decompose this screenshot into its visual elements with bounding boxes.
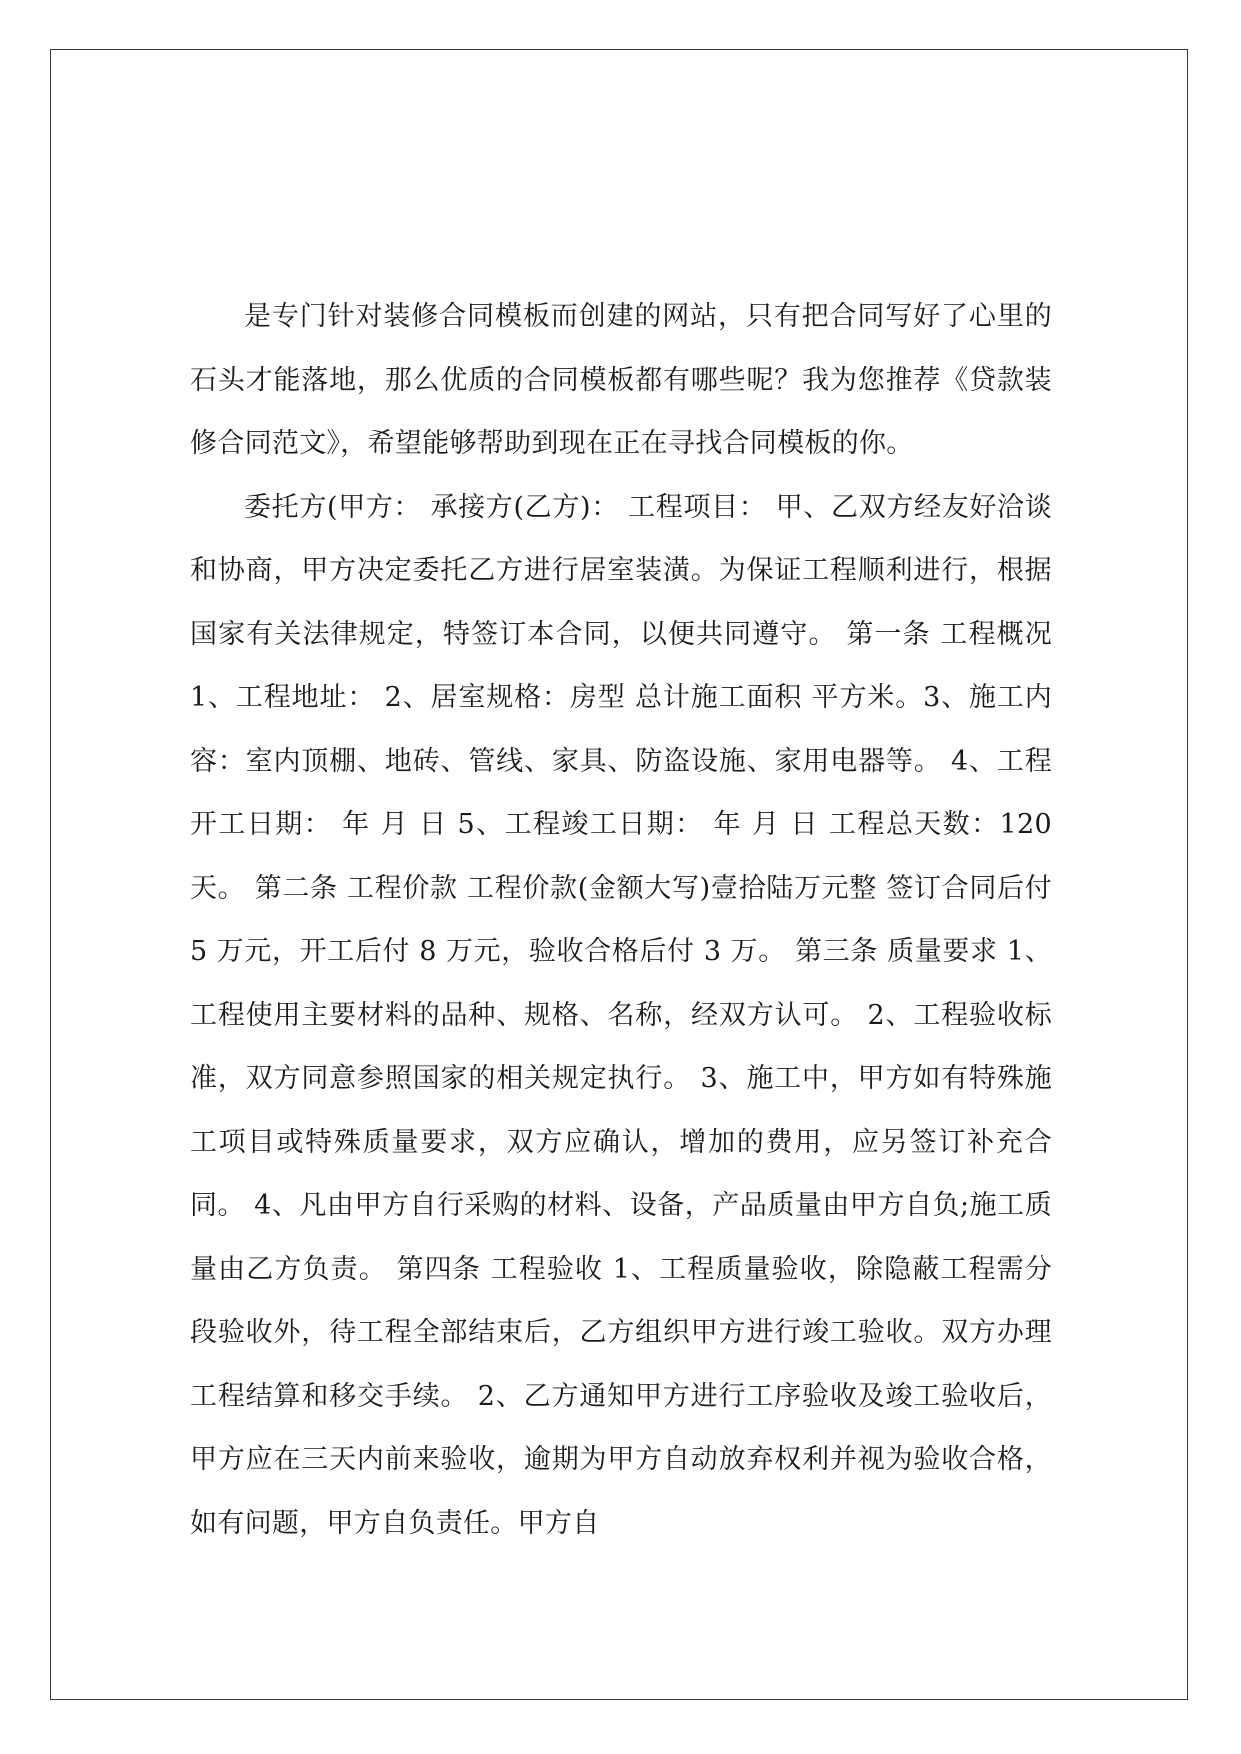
document-body [190, 285, 1052, 1555]
intro-paragraph: 是专门针对装修合同模板而创建的网站，只有把合同写好了心里的石头才能落地，那么优质的合同模板都有哪些呢？我为您推荐《贷款装修合同范文》，希望能够帮助到现在正在寻找合同模板的你。 [190, 301, 1052, 459]
contract-paragraph: 委托方(甲方： 承接方(乙方)： 工程项目： 甲、乙双方经友好洽谈和协商，甲方决定委托乙方进行居室装潢。为保证工程顺利进行，根据国家有关法律规定，特签订本合同，以便共同遵守。 第一条 工程概况 1、工程地址： 2、居室规格：房型 总计施工面积 平方米。3、施工内容：室内顶棚、地砖、管线、家具、防盗设施、家用电器等。 4、工程开工日期： 年 月 日 5、工程竣工日期： 年 月 日 工程总天数：120 天。 第二条 工程价款 工程价款(金额大写)壹拾陆万元整 签订合同后付 5 万元，开工后付 8 万元，验收合格后付 3 万。 第三条 质量要求 1、工程使用主要材料的品种、规格、名称，经双方认可。 2、工程验收标准，双方同意参照国家的相关规定执行。 3、施工中，甲方如有特殊施工项目或特殊质量要求，双方应确认，增加的费用，应另签订补充合同。 4、凡由甲方自行采购的材料、设备，产品质量由甲方自负;施工质量由乙方负责。 第四条 工程验收 1、工程质量验收，除隐蔽工程需分段验收外，待工程全部结束后，乙方组织甲方进行竣工验收。双方办理工程结算和移交手续。 2、乙方通知甲方进行工序验收及竣工验收后，甲方应在三天内前来验收，逾期为甲方自动放弃权利并视为验收合格，如有问题，甲方自负责任。甲方自 [190, 491, 1052, 1539]
